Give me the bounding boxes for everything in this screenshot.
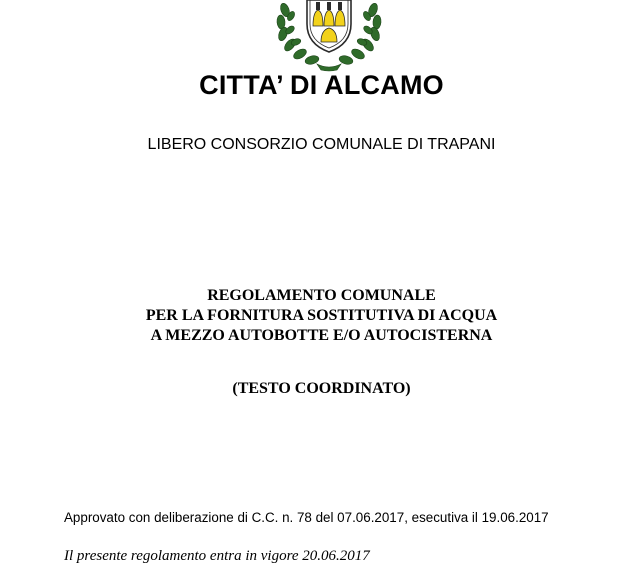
enforcement-note: Il presente regolamento entra in vigore 20.06.2017 [64, 548, 370, 564]
regulation-title [0, 286, 643, 346]
city-title: CITTA’ DI ALCAMO [199, 70, 444, 100]
regulation-title-line: A MEZZO AUTOBOTTE E/O AUTOCISTERNA [150, 327, 493, 344]
approval-note: Approvato con deliberazione di C.C. n. 78 del 07.06.2017, esecutiva il 19.06.2017 [64, 510, 549, 525]
regulation-title-line: PER LA FORNITURA SOSTITUTIVA DI ACQUA [145, 307, 498, 324]
coordinated-text-label: (TESTO COORDINATO) [232, 380, 411, 397]
regulation-title-line: REGOLAMENTO COMUNALE [207, 287, 436, 304]
city-coat-of-arms-icon [271, 0, 387, 72]
consortium-subtitle: LIBERO CONSORZIO COMUNALE DI TRAPANI [147, 136, 496, 153]
